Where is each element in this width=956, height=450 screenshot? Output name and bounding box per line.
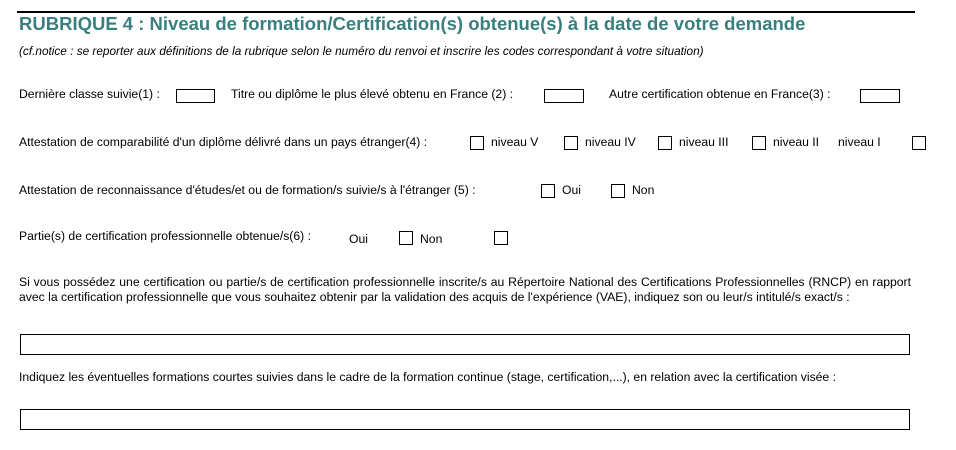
partie-certification-label: Partie(s) de certification professionnelle obtenue/s(6) : xyxy=(19,229,311,243)
notice-text: (cf.notice : se reporter aux définitions de la rubrique selon le numéro du renvoi et inscrire les codes correspondant à votre situation) xyxy=(19,44,704,58)
niveau-iii-checkbox[interactable] xyxy=(658,136,672,150)
titre-diplome-field[interactable] xyxy=(544,89,584,103)
niveau-ii-checkbox[interactable] xyxy=(752,136,766,150)
autre-certification-field[interactable] xyxy=(860,89,900,103)
formations-instructions: Indiquez les éventuelles formations courtes suivies dans le cadre de la formation continue (stage, certification,...), en relation avec la certification visée : xyxy=(19,370,836,384)
rncp-instructions: Si vous possédez une certification ou partie/s de certification professionnelle inscrite/s au Répertoire National des Certifications Professionnelles (RNCP) en rapport avec la certification professionnelle que vous souhaitez obtenir par la validation des acquis de l'expérience (VAE), indiquez son ou leur/s intitulé/s exact/s : xyxy=(19,275,911,304)
reconnaissance-label: Attestation de reconnaissance d'études/et ou de formation/s suivie/s à l'étranger (5) : xyxy=(19,183,476,197)
partie-certification-non-label: Non xyxy=(420,232,443,246)
derniere-classe-field[interactable] xyxy=(176,89,215,103)
reconnaissance-oui-checkbox[interactable] xyxy=(541,184,555,198)
formations-field[interactable] xyxy=(20,409,910,430)
niveau-i-label: niveau I xyxy=(838,135,881,149)
partie-certification-oui-label: Oui xyxy=(349,232,368,246)
derniere-classe-label: Dernière classe suivie(1) : xyxy=(19,87,160,101)
reconnaissance-non-label: Non xyxy=(632,183,655,197)
titre-diplome-label: Titre ou diplôme le plus élevé obtenu en France (2) : xyxy=(231,87,514,101)
niveau-v-checkbox[interactable] xyxy=(470,136,484,150)
niveau-iv-checkbox[interactable] xyxy=(564,136,578,150)
niveau-i-checkbox[interactable] xyxy=(912,136,926,150)
reconnaissance-non-checkbox[interactable] xyxy=(611,184,625,198)
rncp-intitule-field[interactable] xyxy=(20,334,910,355)
section-title: RUBRIQUE 4 : Niveau de formation/Certification(s) obtenue(s) à la date de votre demande xyxy=(19,13,806,34)
reconnaissance-oui-label: Oui xyxy=(562,183,581,197)
niveau-iii-label: niveau III xyxy=(679,135,729,149)
comparabilite-label: Attestation de comparabilité d'un diplôme délivré dans un pays étranger(4) : xyxy=(19,135,428,149)
niveau-v-label: niveau V xyxy=(491,135,539,149)
niveau-ii-label: niveau II xyxy=(773,135,820,149)
partie-certification-non-checkbox[interactable] xyxy=(494,231,508,245)
autre-certification-label: Autre certification obtenue en France(3) : xyxy=(609,87,831,101)
niveau-iv-label: niveau IV xyxy=(585,135,636,149)
partie-certification-oui-checkbox[interactable] xyxy=(399,231,413,245)
